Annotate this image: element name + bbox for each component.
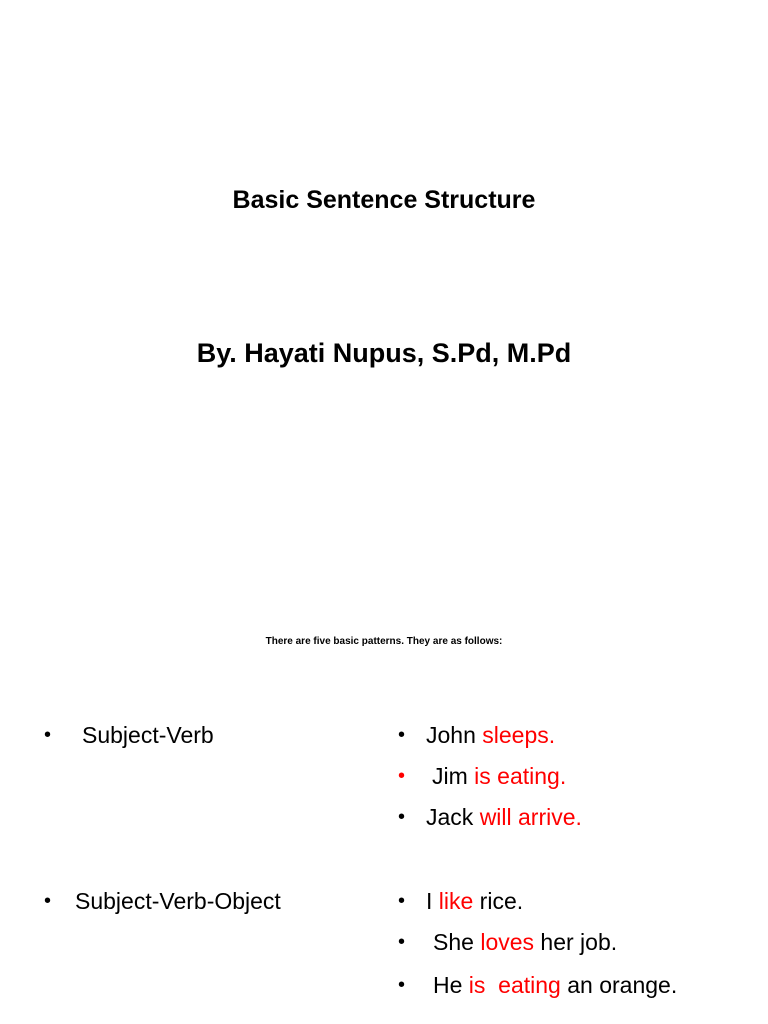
- example-plain: I: [426, 888, 439, 914]
- bullet-icon: •: [44, 890, 52, 912]
- example-rest: her job.: [534, 929, 618, 955]
- example-highlight: sleeps.: [482, 722, 556, 748]
- example-highlight: like: [438, 888, 474, 914]
- example-rest: an orange.: [560, 972, 678, 998]
- example-highlight: loves: [480, 929, 535, 955]
- example-text: [426, 802, 582, 832]
- example-highlight: is eating: [468, 972, 561, 998]
- example-text: [426, 886, 523, 916]
- author-line: By. Hayati Nupus, S.Pd, M.Pd: [196, 338, 572, 368]
- bullet-icon: •: [398, 931, 406, 953]
- example-plain: Jack: [426, 804, 480, 830]
- example-text: [433, 970, 677, 1000]
- example-highlight: is eating.: [474, 763, 567, 789]
- example-text: [432, 761, 566, 791]
- pattern-name: Subject-Verb-Object: [75, 888, 281, 914]
- example-highlight: will arrive.: [479, 804, 582, 830]
- example-plain: He: [433, 972, 469, 998]
- example-rest: rice.: [473, 888, 524, 914]
- bullet-icon: •: [398, 974, 406, 996]
- pattern-name: Subject-Verb: [82, 722, 214, 748]
- example-plain: She: [433, 929, 481, 955]
- bullet-icon: •: [398, 765, 406, 787]
- bullet-icon: •: [398, 806, 406, 828]
- example-text: [426, 720, 555, 750]
- intro-text: There are five basic patterns. They are as follows:: [265, 636, 503, 647]
- slide-title: Basic Sentence Structure: [232, 186, 536, 214]
- bullet-icon: •: [398, 724, 406, 746]
- bullet-icon: •: [44, 724, 52, 746]
- example-plain: John: [426, 722, 483, 748]
- example-plain: Jim: [432, 763, 475, 789]
- example-text: [433, 927, 617, 957]
- bullet-icon: •: [398, 890, 406, 912]
